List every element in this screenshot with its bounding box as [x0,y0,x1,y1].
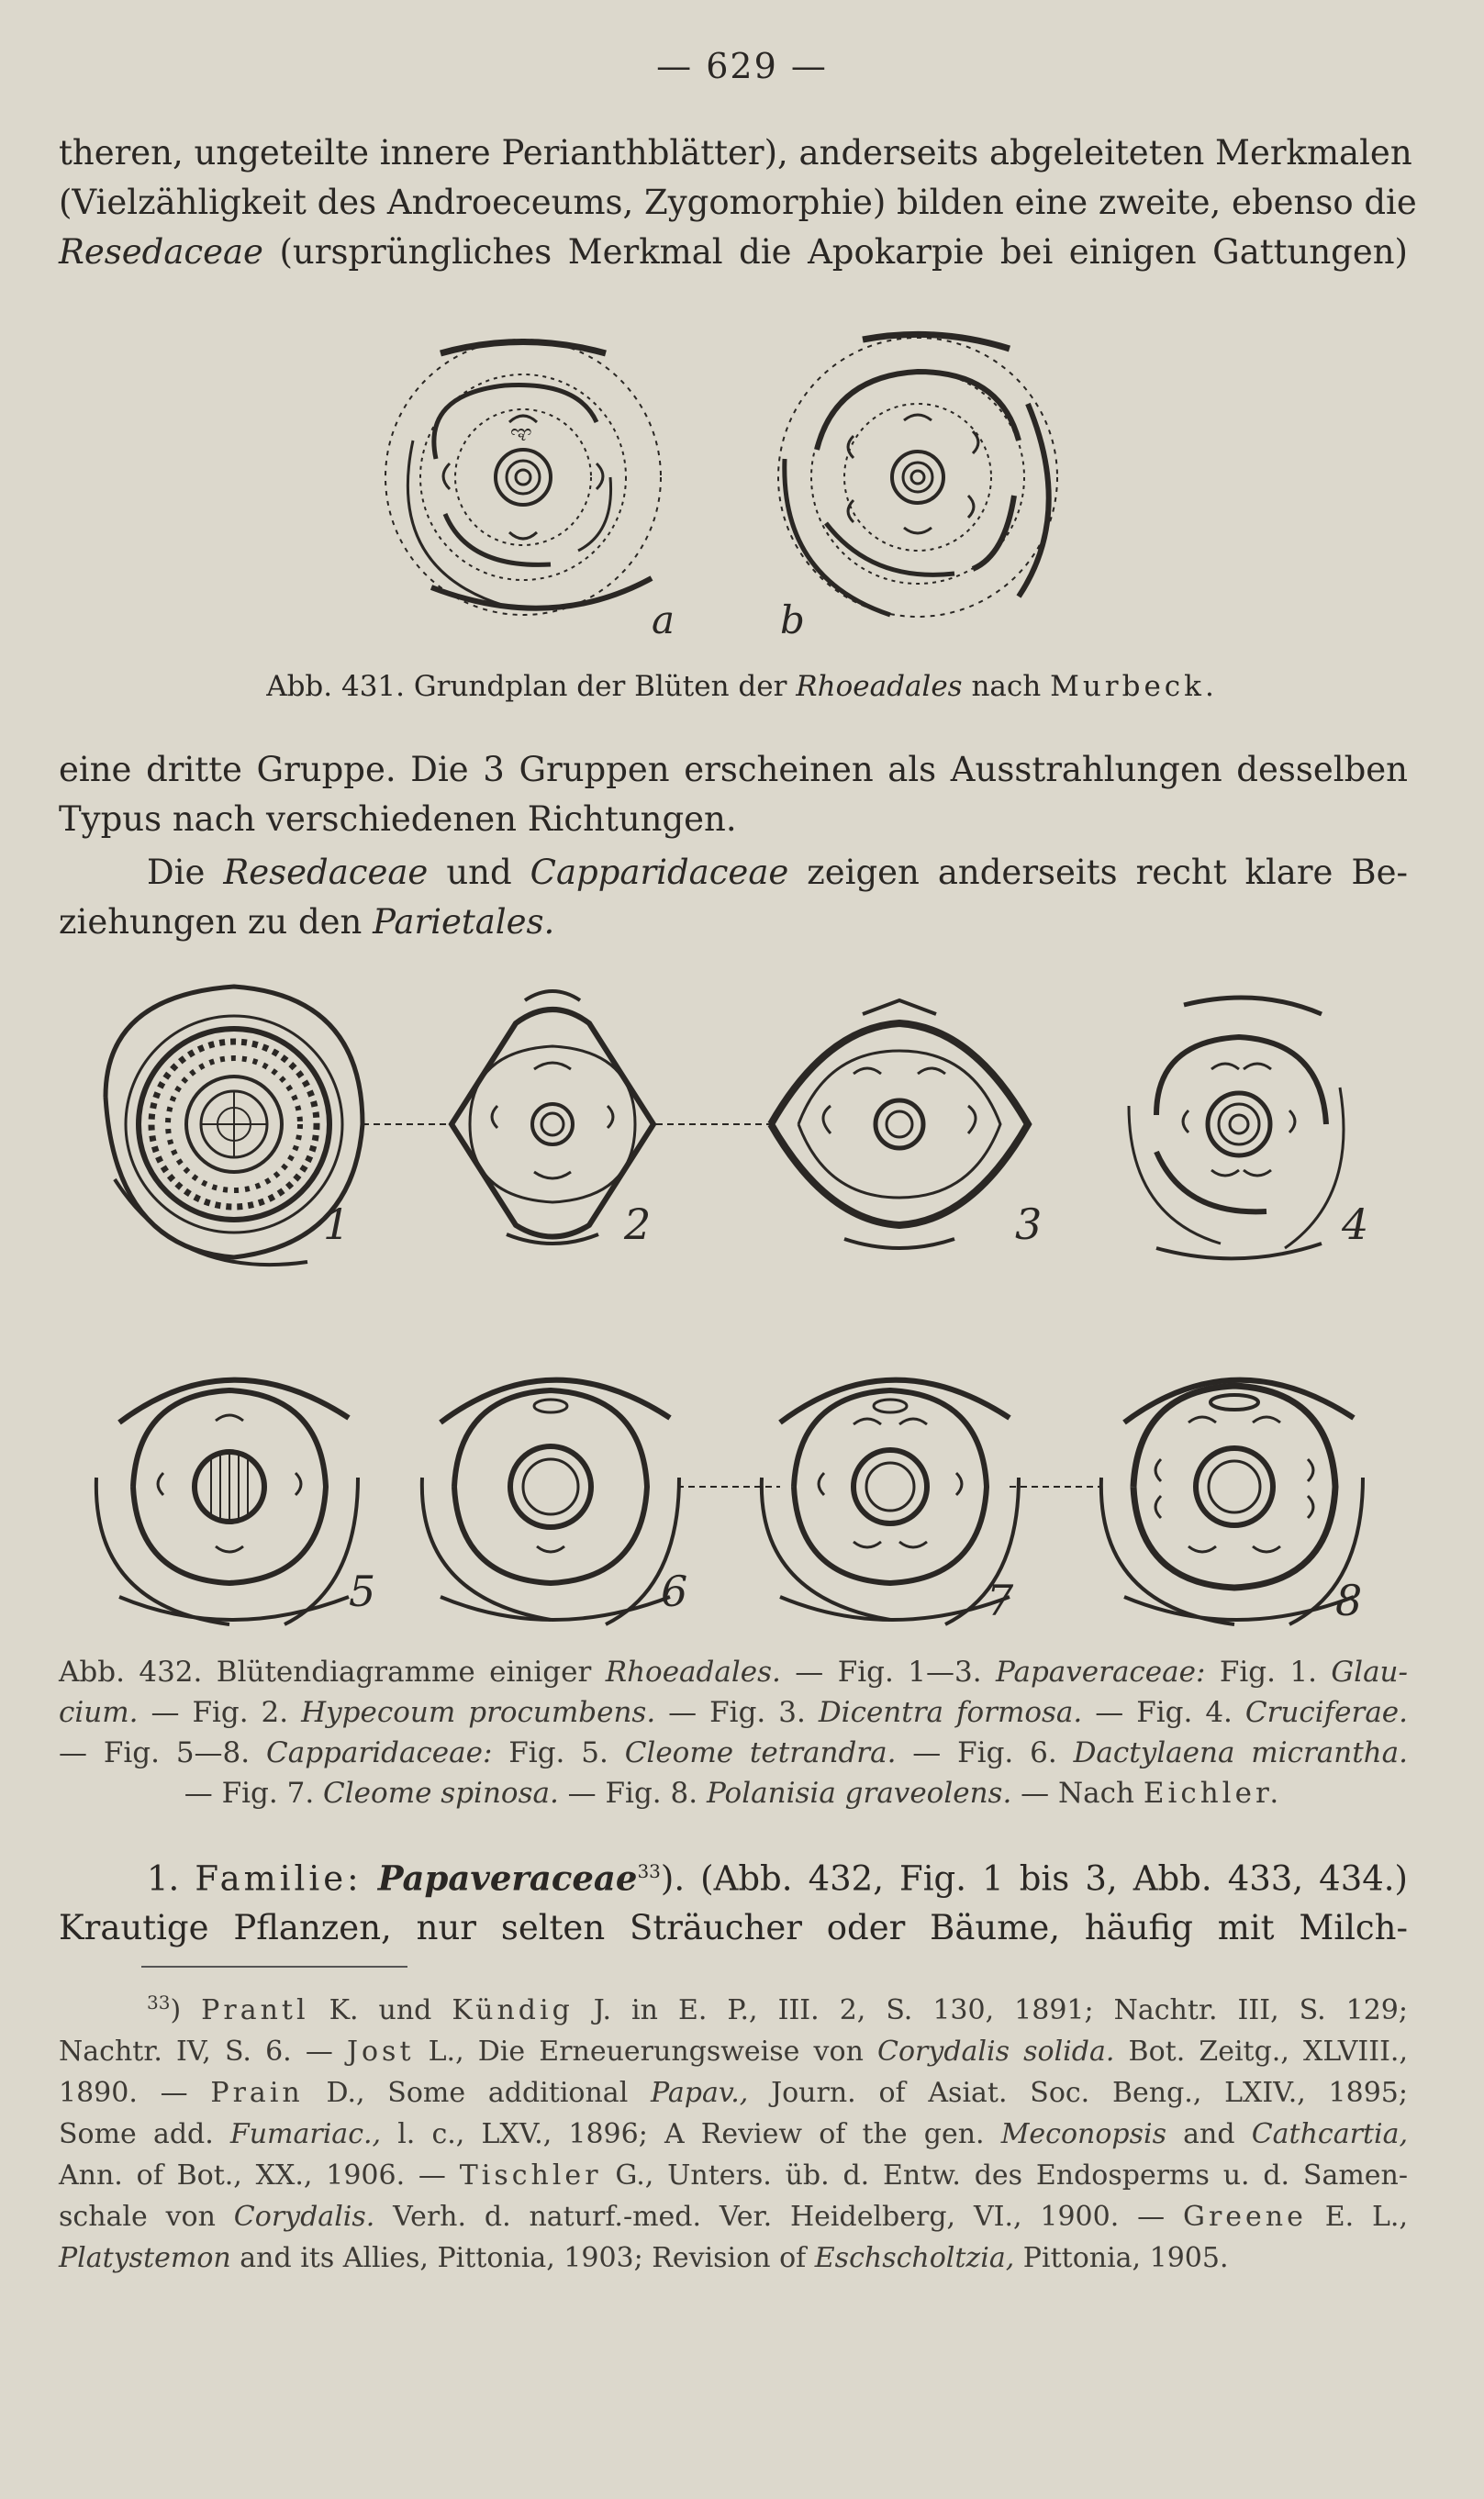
footnote-ref[interactable]: 33 [637,1860,661,1882]
family-name: Papaveraceae [377,1858,638,1899]
caption-text: — Fig. 5—8. [59,1736,266,1769]
text-line: Krautige Pflanzen, nur selten Sträucher oder Bäume, häufig mit Milch- [59,1908,1408,1948]
figure-431-caption [0,666,1484,707]
taxon-name: Cathcartia, [1251,2118,1409,2150]
taxon-name: Corydalis solida. [877,2036,1115,2068]
text-fragment: und [428,853,530,892]
author-name: Greene [1182,2201,1307,2233]
page-number: — 629 — [656,46,828,86]
text-fragment: Bot. Zeitg., XLVIII., [1114,2036,1409,2068]
text-fragment: Pittonia, 1905. [1014,2242,1229,2274]
taxon-name: Capparidaceae [530,853,789,892]
footnote-line [59,2237,1408,2279]
figure-label-1: 1 [323,1199,351,1249]
paragraph-1 [59,128,1417,277]
author-name: Jost [346,2036,415,2068]
text-fragment: Some add. [59,2118,230,2150]
caption-line [59,1733,1408,1773]
figure-label-a: a [652,597,675,642]
caption-taxon: Dactylaena micrantha. [1073,1736,1408,1769]
footnote-line [59,1982,1408,2031]
text-fragment: and its Allies, Pittonia, 1903; Revision of [230,2242,815,2274]
text-fragment: (ursprüngliches Merkmal die Apokarpie bei einigen Gattungen) [262,232,1408,272]
text-line: eine dritte Gruppe. Die 3 Gruppen erscheinen als Ausstrahlungen desselben [59,750,1408,789]
caption-text: — Fig. 7. [184,1777,324,1810]
caption-text: — Fig. 4. [1082,1696,1245,1729]
footnote-33 [59,1982,1408,2279]
caption-taxon: Papaveraceae: [996,1656,1206,1689]
figure-label-5: 5 [349,1567,376,1616]
caption-taxon: Capparidaceae: [266,1736,493,1769]
taxon-name: Resedaceae [59,232,263,272]
figure-label-2: 2 [624,1199,652,1249]
text-fragment: l. c., LXV., 1896; A Review of the gen. [381,2118,1001,2150]
text-fragment: J. in E. P., III. 2, S. 130, 1891; Nachtr. III, S. 129; [573,1994,1408,2026]
caption-taxon: Hypecoum procumbens. [301,1696,656,1729]
text-line: Typus nach verschiedenen Richtungen. [59,799,737,839]
footnote-number: 33 [147,1991,171,2014]
floral-diagram-2 [452,991,653,1244]
text-fragment: Ann. of Bot., XX., 1906. — [59,2159,460,2192]
floral-diagram-6 [422,1380,679,1624]
caption-text: nach [962,670,1051,703]
floral-diagram-a [385,340,661,615]
floral-diagram-4 [1129,998,1344,1258]
text-fragment: Journ. of Asiat. Soc. Beng., LXIV., 1895; [748,2077,1408,2109]
footnote-rule [141,1966,407,1968]
caption-text: Abb. 431. Grundplan der Blüten der [266,670,797,703]
caption-text: Fig. 5. [492,1736,625,1769]
text-fragment: Nachtr. IV, S. 6. — [59,2036,347,2068]
family-heading-line [59,1846,1408,1903]
text-fragment: zeigen anderseits recht klare Be- [788,853,1408,892]
figure-432-diagrams [83,964,1404,1634]
text-fragment: G., Unters. üb. d. Entw. des Endosperms u. d. Samen- [601,2159,1408,2192]
author-name: Tischler [459,2159,602,2192]
figure-label-4: 4 [1342,1199,1369,1249]
taxon-name: Meconopsis [1000,2118,1167,2150]
caption-text: — Nach [1011,1777,1144,1810]
text-fragment: schale von [59,2201,234,2233]
text-line: theren, ungeteilte innere Perianthblätter), anderseits abgeleiteten Merkmalen [59,133,1412,173]
author-name: Prain [210,2077,304,2109]
taxon-name: Fumariac., [229,2118,382,2150]
footnote-line [59,2114,1408,2155]
paragraph-2 [59,745,1408,844]
floral-diagram-b [778,334,1057,617]
text-fragment: ) [170,1994,202,2026]
text-fragment: Verh. d. naturf.-med. Ver. Heidelberg, VI., 1900. — [374,2201,1183,2233]
taxon-name: Eschscholtzia, [814,2242,1015,2274]
text-line: (Vielzähligkeit des Androeceums, Zygomorphie) bilden eine zweite, ebenso die [59,183,1417,222]
caption-line [59,1692,1408,1733]
text-line [59,228,1408,277]
caption-taxon: Rhoeadales. [605,1656,781,1689]
author-name: Kündig [452,1994,574,2026]
text-fragment: and [1166,2118,1252,2150]
caption-author: Murbeck. [1050,670,1218,703]
caption-author: Eichler. [1143,1777,1283,1810]
caption-taxon: Cruciferae. [1244,1696,1409,1729]
caption-text: Abb. 432. Blütendiagramme einiger [59,1656,606,1689]
caption-text: — Fig. 6. [896,1736,1074,1769]
text-fragment: 1890. — [59,2077,211,2109]
caption-taxon: Cleome spinosa. [323,1777,559,1810]
text-fragment: ). (Abb. 432, Fig. 1 bis 3, Abb. 433, 434.) [660,1858,1408,1899]
svg-text:ಞ: ಞ [510,419,532,447]
text-fragment: E. L., [1306,2201,1409,2233]
text-line [59,848,1408,898]
taxon-name: Resedaceae [223,853,429,892]
caption-taxon: Glau- [1331,1656,1408,1689]
figure-label-8: 8 [1335,1576,1363,1625]
caption-taxon: Polanisia graveolens. [706,1777,1012,1810]
caption-taxon: Rhoeadales [796,670,963,703]
paragraph-3 [59,848,1408,947]
floral-diagram-8 [1101,1380,1363,1624]
taxon-name: Parietales. [373,902,555,942]
caption-taxon: Cleome tetrandra. [624,1736,897,1769]
caption-text: — Fig. 2. [138,1696,302,1729]
footnote-line [59,2072,1408,2114]
figure-432-caption [59,1652,1408,1813]
footnote-line [59,2031,1408,2072]
figure-label-b: b [780,597,805,642]
text-line [59,898,1408,947]
caption-text: — Fig. 8. [558,1777,707,1810]
floral-diagram-7 [762,1380,1019,1624]
family-section [59,1846,1408,1953]
caption-text: — Fig. 3. [655,1696,819,1729]
taxon-name: Platystemon [59,2242,231,2274]
caption-taxon: cium. [59,1696,139,1729]
text-fragment [363,1858,378,1898]
caption-taxon: Dicentra formosa. [818,1696,1083,1729]
text-fragment: 1. [147,1858,195,1899]
taxon-name: Corydalis. [233,2201,375,2233]
text-fragment: D., Some additional [303,2077,652,2109]
footnote-line [59,2155,1408,2196]
taxon-name: Papav., [651,2077,749,2109]
text-fragment: Die [147,853,224,892]
caption-text: — Fig. 1—3. [780,1656,996,1689]
figure-label-6: 6 [661,1567,688,1616]
footnote-line [59,2196,1408,2237]
figure-431-diagrams [349,303,1138,652]
caption-line [59,1652,1408,1692]
figure-label-7: 7 [987,1576,1014,1625]
family-label: Familie: [195,1858,363,1899]
floral-diagram-3 [771,1000,1028,1248]
caption-text: Fig. 1. [1205,1656,1332,1689]
figure-label-3: 3 [1015,1199,1043,1249]
caption-line [59,1773,1408,1813]
text-fragment: L., Die Erneuerungsweise von [414,2036,878,2068]
floral-diagram-5 [96,1380,358,1624]
text-fragment: K. und [308,1994,452,2026]
author-name: Prantl [201,1994,309,2026]
text-fragment: ziehungen zu den [59,902,374,942]
